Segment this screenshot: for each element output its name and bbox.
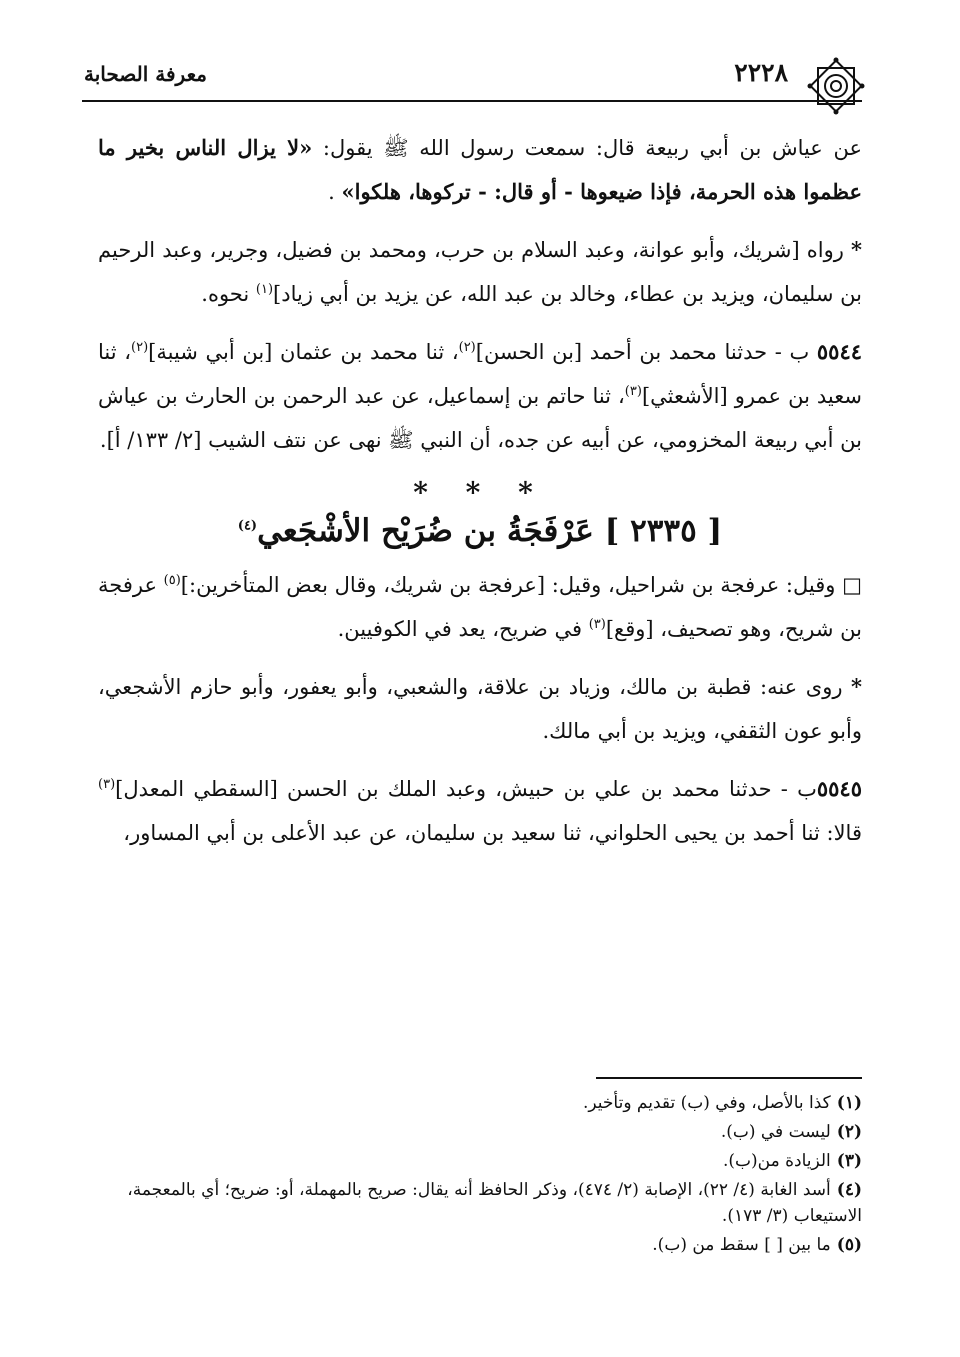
footnote-item: (٥)ما بين [ ] سقط من (ب). [652, 1235, 862, 1255]
footnote-ref: (٣) [624, 384, 642, 399]
footnote-ref: (٢) [458, 340, 476, 355]
hadith-number: ٥٥٤٥ [816, 776, 862, 801]
footnote-ref: (١) [255, 282, 274, 297]
book-title: معرفة الصحابة [84, 62, 207, 86]
star-marker: * [851, 674, 862, 699]
paragraph-narrators: * رواه [شريك، وأبو عوانة، وعبد السلام بن حرب، ومحمد بن فضيل، وجرير، وعبد الرحيم بن سليمان، ويزيد بن عطاء، وخالد بن عبد الله، عن يزيد بن أبي زياد]$^{(١)}$ نحوه. [98, 237, 862, 306]
footnote-item: (٤)أسد الغابة (٤/ ٢٢)، الإصابة (٢/ ٤٧٤)، وذكر الحافظ أنه يقال: صريح بالمهملة، أو: ضريح؛ أي بالمعجمة، الاستيعاب (٣/ ١٧٣). [127, 1180, 862, 1226]
footnote-ref: (٥) [163, 573, 181, 588]
hadith-quote: «لا يزال الناس بخير ما عظموا هذه الحرمة، فإذا ضيعوها - أو قال: - تركوها، هلكوا» [98, 135, 862, 204]
star-ornament-icon [804, 54, 868, 118]
footnote-divider [596, 1077, 862, 1079]
paragraph-hadith-5544: ٥٥٤٤ ب - حدثنا محمد بن أحمد [بن الحسن]$^{(٢)}$، ثنا محمد بن عثمان [بن أبي شيبة]$^{(٢)}$، ثنا سعيد بن عمرو [الأشعثي]$^{(٣)}$، ثنا حاتم بن إسماعيل، عن عبد الرحمن بن الحارث بن عياش بن أبي ربيعة المخزومي، عن أبيه عن جده، أن النبي ﷺ نهى عن نتف الشيب [٢/ ١٣٣/ أ]. [98, 339, 863, 452]
footnote-item: (٢)ليست في (ب). [720, 1122, 862, 1142]
main-text [98, 126, 862, 869]
page-number: ٢٢٢٨ [734, 58, 788, 87]
footnote-ref: (٤) [237, 518, 258, 534]
footnote-item: (١)كذا بالأصل، وفي (ب) تقديم وتأخير. [582, 1093, 862, 1113]
footnotes [98, 1090, 862, 1261]
paragraph-names: □ وقيل: عرفجة بن شراحيل، وقيل: [عرفجة بن شريك، وقال بعض المتأخرين:]$^{(٥)}$ عرفجة بن شريح، وهو تصحيف، [وقع]$^{(٣)}$ في ضريح، يعد في الكوفيين. [98, 573, 862, 641]
footnote-item: (٣)الزيادة من(ب). [722, 1151, 862, 1171]
paragraph-transmitters: * روى عنه: قطبة بن مالك، وزياد بن علاقة، والشعبي، وأبو يعفور، وأبو حازم الأشجعي، وأبو عون الثقفي، ويزيد بن أبي مالك. [98, 674, 862, 743]
section-separator: * * * [413, 476, 547, 509]
star-marker: * [851, 237, 862, 262]
paragraph-hadith-ayyash: عن عياش بن أبي ربيعة قال: سمعت رسول الله ﷺ يقول: «لا يزال الناس بخير ما عظموا هذه الحرمة، فإذا ضيعوها - أو قال: - تركوها، هلكوا» . [98, 135, 862, 204]
footnote-ref: (٢) [131, 340, 149, 355]
header-divider [82, 100, 862, 102]
section-heading: [ ٢٣٣٥ ] عَرْفَجَةُ بن ضُرَيْح الأشْجَعي$^{(٤)}$ [237, 513, 723, 549]
box-marker: □ [842, 573, 862, 597]
paragraph-hadith-5545: ٥٥٤٥ب - حدثنا محمد بن علي بن حبيش، وعبد الملك بن الحسن [السقطي المعدل]$^{(٣)}$ قالا: ثنا أحمد بن يحيى الحلواني، ثنا سعيد بن سليمان، عن عبد الأعلى بن أبي المساور، [98, 776, 862, 845]
footnote-ref: (٣) [588, 617, 606, 632]
hadith-number: ٥٥٤٤ [816, 339, 863, 364]
footnote-ref: (٣) [98, 777, 116, 792]
